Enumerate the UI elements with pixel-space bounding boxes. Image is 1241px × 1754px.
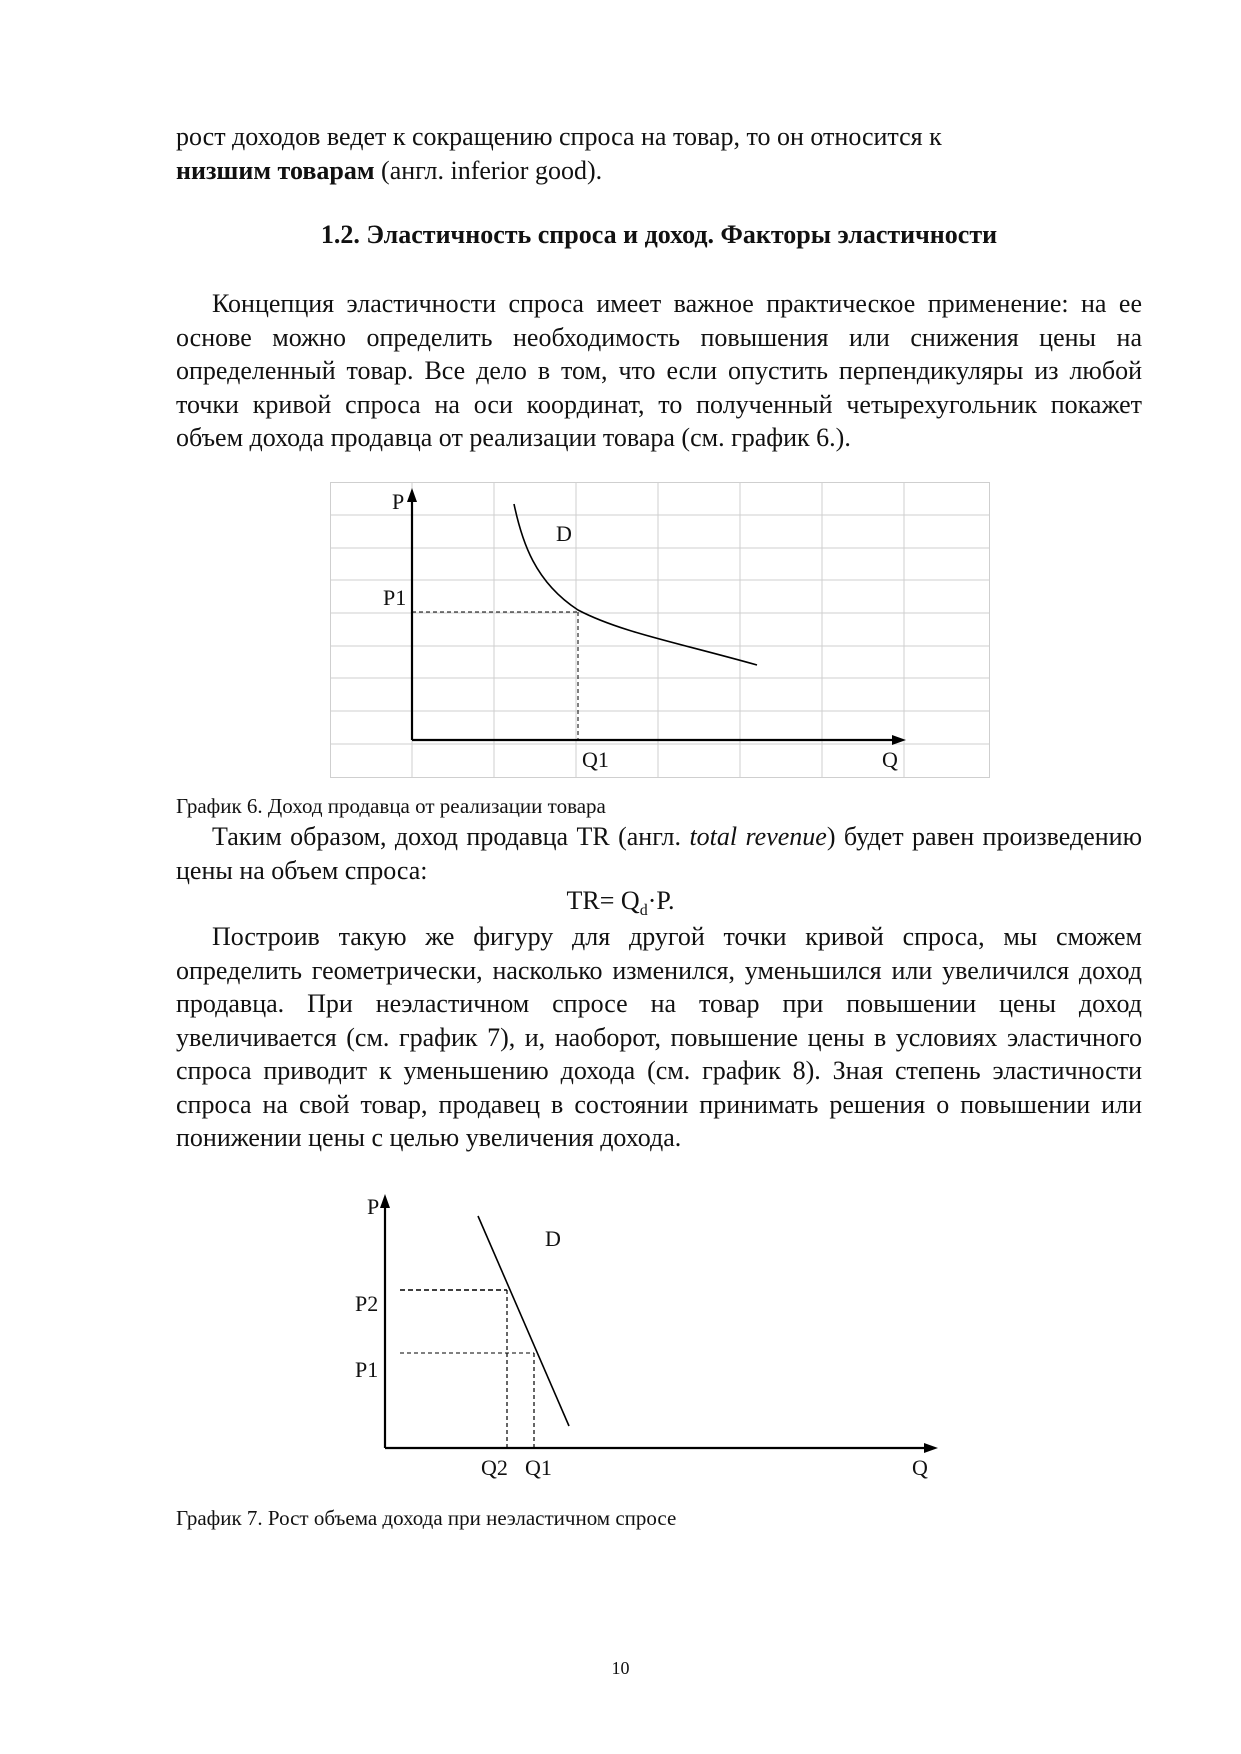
- graph-6-q1-label: Q1: [582, 747, 609, 772]
- intro-tail: (англ. inferior good).: [374, 155, 603, 185]
- graph-6-caption: График 6. Доход продавца от реализации товара: [176, 794, 606, 818]
- graph-6: [330, 482, 990, 778]
- graph-7-y-arrow: [380, 1194, 390, 1208]
- formula: [0, 886, 1241, 920]
- graph-6-d-label: D: [556, 521, 572, 546]
- formula-rhs: ·P.: [647, 886, 675, 915]
- graph-7-q1-label: Q1: [525, 1455, 552, 1480]
- paragraph-2-italic: total revenue: [689, 822, 827, 851]
- paragraph-2-start: Таким образом, доход продавца TR (англ.: [212, 822, 690, 851]
- graph-6-grid: [330, 482, 990, 778]
- paragraph-3: Построив такую же фигуру для другой точки кривой спроса, мы сможем определить геометрически, насколько изменился, уменьшился или увеличился доход продавца. При неэластичном спросе на товар при повышении цены доход увеличивается (см. график 7), и, наоборот, повышение цены в условиях эластичного спроса приводит к уменьшению дохода (см. график 8). Зная степень эластичности спроса на свой товар, продавец в состоянии принимать решения о повышении или понижении цены с целью увеличения дохода.: [176, 922, 1142, 1152]
- graph-6-p-label: P: [392, 489, 405, 514]
- page-number: 10: [611, 1658, 630, 1678]
- graph-6-p1-label: P1: [383, 585, 407, 610]
- graph-7-p1-label: P1: [355, 1357, 379, 1382]
- graph-7-caption: График 7. Рост объема дохода при неэластичном спросе: [176, 1506, 677, 1530]
- graph-7-q2-label: Q2: [481, 1455, 508, 1480]
- paragraph-1: Концепция эластичности спроса имеет важное практическое применение: на ее основе можно определить необходимость повышения или снижения цены на определенный товар. Все дело в том, что если опустить перпендикуляры из любой точки кривой спроса на оси координат, то полученный четырехугольник покажет объем дохода продавца от реализации товара (см. график 6.).: [176, 289, 1142, 452]
- graph-7-q-label: Q: [912, 1455, 928, 1480]
- graph-6-q-label: Q: [882, 747, 898, 772]
- graph-7-p-label: P: [367, 1194, 380, 1219]
- graph-6-demand-curve: [514, 504, 757, 665]
- graph-6-y-arrow: [407, 488, 417, 502]
- graph-7: [340, 1188, 940, 1488]
- graph-7-x-arrow: [924, 1443, 938, 1453]
- paragraph-2: [176, 820, 1142, 887]
- graph-7-p2-label: P2: [355, 1291, 379, 1316]
- formula-subscript: d: [639, 902, 648, 920]
- paragraph-2-end: ) будет равен произведению цены на объем спроса:: [176, 822, 1142, 885]
- intro-text: рост доходов ведет к сокращению спроса на товар, то он относится к: [176, 122, 942, 151]
- formula-lhs: TR= Q: [566, 886, 640, 915]
- intro-paragraph: [176, 120, 1142, 187]
- intro-bold-term: низшим товарам: [176, 155, 375, 185]
- section-heading: 1.2. Эластичность спроса и доход. Факторы эластичности: [320, 220, 998, 249]
- graph-7-d-label: D: [545, 1226, 561, 1251]
